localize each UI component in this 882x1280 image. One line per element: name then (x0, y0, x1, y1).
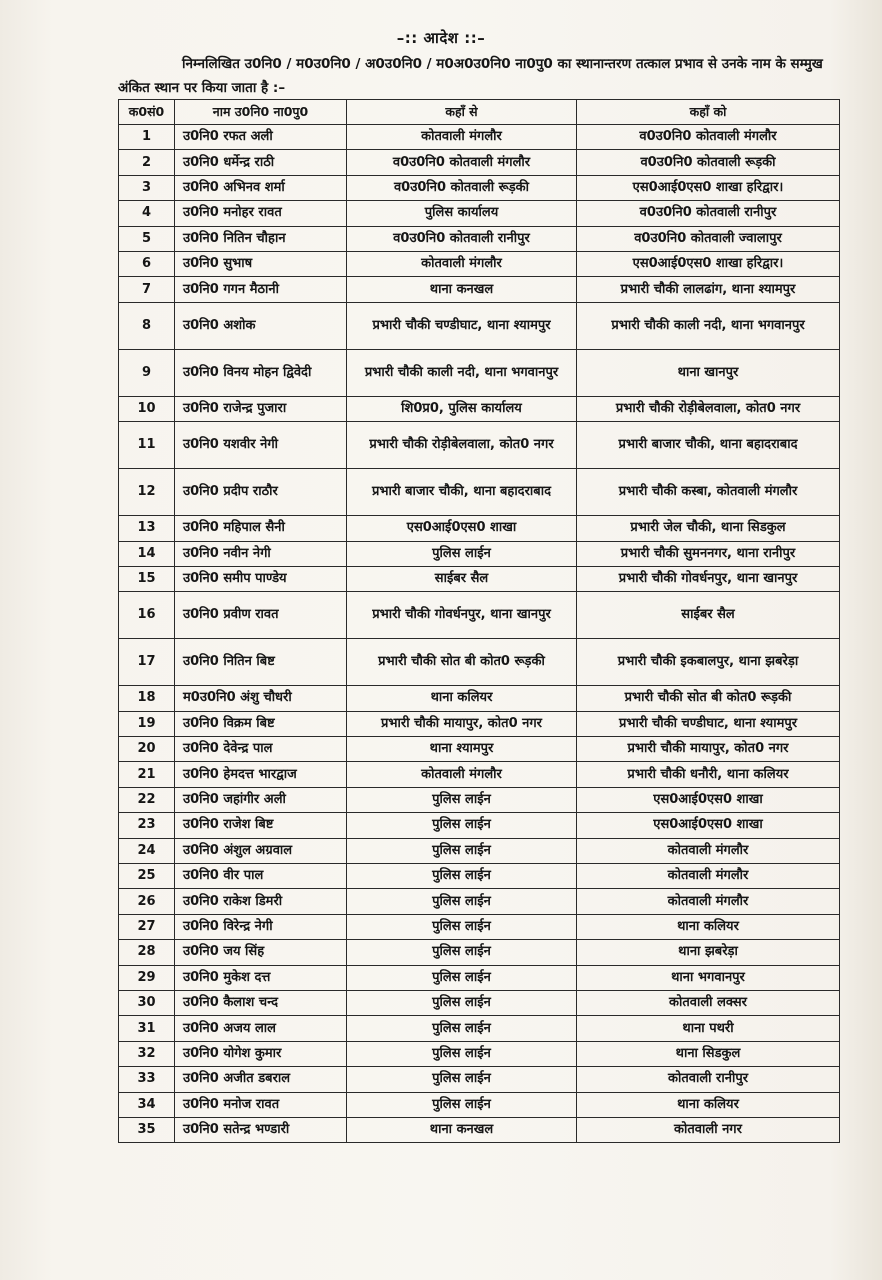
serial-cell: 33 (119, 1067, 175, 1092)
name-cell: उ0नि0 प्रदीप राठौर (175, 469, 347, 516)
serial-cell: 32 (119, 1041, 175, 1066)
to-cell: थाना कलियर (577, 914, 840, 939)
table-row (119, 990, 840, 1015)
name-cell: उ0नि0 योगेश कुमार (175, 1041, 347, 1066)
table-row (119, 251, 840, 276)
to-cell: व0उ0नि0 कोतवाली ज्वालापुर (577, 226, 840, 251)
to-cell: कोतवाली लक्सर (577, 990, 840, 1015)
table-row (119, 889, 840, 914)
name-cell: उ0नि0 मनोहर रावत (175, 201, 347, 226)
from-cell: पुलिस लाईन (347, 914, 577, 939)
serial-cell: 2 (119, 150, 175, 175)
table-row (119, 201, 840, 226)
serial-cell: 3 (119, 175, 175, 200)
from-cell: पुलिस लाईन (347, 889, 577, 914)
to-cell: थाना सिडकुल (577, 1041, 840, 1066)
to-cell: एस0आई0एस0 शाखा (577, 813, 840, 838)
serial-cell: 21 (119, 762, 175, 787)
serial-cell: 14 (119, 541, 175, 566)
name-cell: उ0नि0 वीर पाल (175, 864, 347, 889)
to-cell: व0उ0नि0 कोतवाली मंगलौर (577, 125, 840, 150)
to-cell: प्रभारी चौकी रोड़ीबेलवाला, कोत0 नगर (577, 396, 840, 421)
serial-cell: 17 (119, 639, 175, 686)
table-row (119, 813, 840, 838)
serial-cell: 13 (119, 516, 175, 541)
from-cell: पुलिस लाईन (347, 1041, 577, 1066)
table-row (119, 914, 840, 939)
from-cell: व0उ0नि0 कोतवाली रूड़की (347, 175, 577, 200)
from-cell: प्रभारी चौकी मायापुर, कोत0 नगर (347, 711, 577, 736)
from-cell: पुलिस लाईन (347, 541, 577, 566)
serial-cell: 7 (119, 277, 175, 302)
name-cell: उ0नि0 कैलाश चन्द (175, 990, 347, 1015)
table-row (119, 711, 840, 736)
serial-cell: 26 (119, 889, 175, 914)
to-cell: एस0आई0एस0 शाखा हरिद्वार। (577, 175, 840, 200)
name-cell: उ0नि0 अशोक (175, 302, 347, 349)
to-cell: साईबर सैल (577, 592, 840, 639)
table-row (119, 965, 840, 990)
to-cell: प्रभारी चौकी मायापुर, कोत0 नगर (577, 737, 840, 762)
name-cell: उ0नि0 अजय लाल (175, 1016, 347, 1041)
to-cell: कोतवाली मंगलौर (577, 838, 840, 863)
to-cell: प्रभारी चौकी चण्डीघाट, थाना श्यामपुर (577, 711, 840, 736)
name-cell: उ0नि0 विनय मोहन द्विवेदी (175, 349, 347, 396)
to-cell: प्रभारी चौकी सोत बी कोत0 रूड़की (577, 686, 840, 711)
name-cell: म0उ0नि0 अंशु चौधरी (175, 686, 347, 711)
serial-cell: 12 (119, 469, 175, 516)
to-cell: प्रभारी चौकी लालढांग, थाना श्यामपुर (577, 277, 840, 302)
table-header-row (119, 100, 840, 125)
table-row (119, 150, 840, 175)
table-row (119, 762, 840, 787)
serial-cell: 5 (119, 226, 175, 251)
table-row (119, 1041, 840, 1066)
name-cell: उ0नि0 राजेश बिष्ट (175, 813, 347, 838)
to-cell: थाना कलियर (577, 1092, 840, 1117)
name-cell: उ0नि0 धर्मेन्द्र राठी (175, 150, 347, 175)
table-row (119, 277, 840, 302)
table-row (119, 1067, 840, 1092)
from-cell: कोतवाली मंगलौर (347, 125, 577, 150)
from-cell: पुलिस कार्यालय (347, 201, 577, 226)
to-cell: व0उ0नि0 कोतवाली रूड़की (577, 150, 840, 175)
name-cell: उ0नि0 विक्रम बिष्ट (175, 711, 347, 736)
table-row (119, 1016, 840, 1041)
transfer-table (118, 99, 840, 1143)
name-cell: उ0नि0 मनोज रावत (175, 1092, 347, 1117)
intro-paragraph: निम्नलिखित उ0नि0 / म0उ0नि0 / अ0उ0नि0 / म0अ0उ0नि0 ना0पु0 का स्थानान्तरण तत्काल प्रभाव से उनके नाम के सम्मुख अंकित स्थान पर किया जाता है :– (118, 56, 823, 96)
serial-cell: 34 (119, 1092, 175, 1117)
serial-cell: 22 (119, 787, 175, 812)
to-cell: थाना झबरेड़ा (577, 940, 840, 965)
from-cell: पुलिस लाईन (347, 990, 577, 1015)
from-cell: प्रभारी चौकी गोवर्धनपुर, थाना खानपुर (347, 592, 577, 639)
from-cell: प्रभारी बाजार चौकी, थाना बहादराबाद (347, 469, 577, 516)
serial-cell: 16 (119, 592, 175, 639)
name-cell: उ0नि0 राकेश डिमरी (175, 889, 347, 914)
name-cell: उ0नि0 यशवीर नेगी (175, 422, 347, 469)
table-row (119, 592, 840, 639)
name-cell: उ0नि0 जय सिंह (175, 940, 347, 965)
from-cell: व0उ0नि0 कोतवाली रानीपुर (347, 226, 577, 251)
to-cell: कोतवाली रानीपुर (577, 1067, 840, 1092)
header-name: नाम उ0नि0 ना0पु0 (175, 100, 347, 125)
table-row (119, 566, 840, 591)
from-cell: पुलिस लाईन (347, 1092, 577, 1117)
serial-cell: 10 (119, 396, 175, 421)
from-cell: व0उ0नि0 कोतवाली मंगलौर (347, 150, 577, 175)
from-cell: प्रभारी चौकी काली नदी, थाना भगवानपुर (347, 349, 577, 396)
from-cell: पुलिस लाईन (347, 1016, 577, 1041)
name-cell: उ0नि0 नितिन चौहान (175, 226, 347, 251)
to-cell: एस0आई0एस0 शाखा (577, 787, 840, 812)
table-row (119, 1117, 840, 1142)
table-row (119, 349, 840, 396)
from-cell: पुलिस लाईन (347, 787, 577, 812)
name-cell: उ0नि0 अंशुल अग्रवाल (175, 838, 347, 863)
from-cell: थाना कलियर (347, 686, 577, 711)
from-cell: थाना श्यामपुर (347, 737, 577, 762)
table-row (119, 1092, 840, 1117)
name-cell: उ0नि0 राजेन्द्र पुजारा (175, 396, 347, 421)
to-cell: प्रभारी बाजार चौकी, थाना बहादराबाद (577, 422, 840, 469)
serial-cell: 25 (119, 864, 175, 889)
header-from: कहाँ से (347, 100, 577, 125)
from-cell: कोतवाली मंगलौर (347, 762, 577, 787)
from-cell: पुलिस लाईन (347, 813, 577, 838)
table-row (119, 686, 840, 711)
table-row (119, 737, 840, 762)
table-row (119, 175, 840, 200)
to-cell: थाना पथरी (577, 1016, 840, 1041)
to-cell: प्रभारी जेल चौकी, थाना सिडकुल (577, 516, 840, 541)
table-row (119, 469, 840, 516)
to-cell: थाना खानपुर (577, 349, 840, 396)
serial-cell: 4 (119, 201, 175, 226)
name-cell: उ0नि0 अजीत डबराल (175, 1067, 347, 1092)
serial-cell: 9 (119, 349, 175, 396)
from-cell: साईबर सैल (347, 566, 577, 591)
from-cell: प्रभारी चौकी चण्डीघाट, थाना श्यामपुर (347, 302, 577, 349)
serial-cell: 27 (119, 914, 175, 939)
name-cell: उ0नि0 सुभाष (175, 251, 347, 276)
to-cell: प्रभारी चौकी कस्बा, कोतवाली मंगलौर (577, 469, 840, 516)
serial-cell: 24 (119, 838, 175, 863)
order-title: –:: आदेश ::– (396, 29, 486, 47)
table-row (119, 125, 840, 150)
table-row (119, 396, 840, 421)
table-row (119, 864, 840, 889)
from-cell: पुलिस लाईन (347, 965, 577, 990)
serial-cell: 6 (119, 251, 175, 276)
name-cell: उ0नि0 देवेन्द्र पाल (175, 737, 347, 762)
serial-cell: 1 (119, 125, 175, 150)
name-cell: उ0नि0 मुकेश दत्त (175, 965, 347, 990)
to-cell: कोतवाली मंगलौर (577, 864, 840, 889)
table-row (119, 541, 840, 566)
name-cell: उ0नि0 अभिनव शर्मा (175, 175, 347, 200)
table-row (119, 422, 840, 469)
from-cell: कोतवाली मंगलौर (347, 251, 577, 276)
name-cell: उ0नि0 महिपाल सैनी (175, 516, 347, 541)
table-row (119, 787, 840, 812)
table-row (119, 838, 840, 863)
to-cell: व0उ0नि0 कोतवाली रानीपुर (577, 201, 840, 226)
to-cell: कोतवाली मंगलौर (577, 889, 840, 914)
serial-cell: 23 (119, 813, 175, 838)
serial-cell: 28 (119, 940, 175, 965)
from-cell: पुलिस लाईन (347, 940, 577, 965)
header-to: कहाँ को (577, 100, 840, 125)
serial-cell: 11 (119, 422, 175, 469)
from-cell: थाना कनखल (347, 277, 577, 302)
serial-cell: 20 (119, 737, 175, 762)
from-cell: पुलिस लाईन (347, 1067, 577, 1092)
to-cell: कोतवाली नगर (577, 1117, 840, 1142)
name-cell: उ0नि0 गगन मैठानी (175, 277, 347, 302)
to-cell: प्रभारी चौकी गोवर्धनपुर, थाना खानपुर (577, 566, 840, 591)
name-cell: उ0नि0 समीप पाण्डेय (175, 566, 347, 591)
to-cell: प्रभारी चौकी धनौरी, थाना कलियर (577, 762, 840, 787)
table-row (119, 940, 840, 965)
from-cell: प्रभारी चौकी सोत बी कोत0 रूड़की (347, 639, 577, 686)
serial-cell: 29 (119, 965, 175, 990)
from-cell: शि0प्र0, पुलिस कार्यालय (347, 396, 577, 421)
to-cell: एस0आई0एस0 शाखा हरिद्वार। (577, 251, 840, 276)
from-cell: पुलिस लाईन (347, 864, 577, 889)
name-cell: उ0नि0 विरेन्द्र नेगी (175, 914, 347, 939)
name-cell: उ0नि0 नितिन बिष्ट (175, 639, 347, 686)
table-row (119, 302, 840, 349)
serial-cell: 31 (119, 1016, 175, 1041)
name-cell: उ0नि0 रफत अली (175, 125, 347, 150)
name-cell: उ0नि0 प्रवीण रावत (175, 592, 347, 639)
to-cell: प्रभारी चौकी सुमननगर, थाना रानीपुर (577, 541, 840, 566)
name-cell: उ0नि0 जहांगीर अली (175, 787, 347, 812)
serial-cell: 8 (119, 302, 175, 349)
serial-cell: 15 (119, 566, 175, 591)
from-cell: प्रभारी चौकी रोड़ीबेलवाला, कोत0 नगर (347, 422, 577, 469)
to-cell: प्रभारी चौकी काली नदी, थाना भगवानपुर (577, 302, 840, 349)
to-cell: थाना भगवानपुर (577, 965, 840, 990)
name-cell: उ0नि0 नवीन नेगी (175, 541, 347, 566)
table-row (119, 226, 840, 251)
from-cell: थाना कनखल (347, 1117, 577, 1142)
serial-cell: 30 (119, 990, 175, 1015)
table-row (119, 639, 840, 686)
name-cell: उ0नि0 सतेन्द्र भण्डारी (175, 1117, 347, 1142)
from-cell: एस0आई0एस0 शाखा (347, 516, 577, 541)
serial-cell: 19 (119, 711, 175, 736)
header-serial: क0सं0 (119, 100, 175, 125)
from-cell: पुलिस लाईन (347, 838, 577, 863)
serial-cell: 18 (119, 686, 175, 711)
to-cell: प्रभारी चौकी इकबालपुर, थाना झबरेड़ा (577, 639, 840, 686)
serial-cell: 35 (119, 1117, 175, 1142)
name-cell: उ0नि0 हेमदत्त भारद्वाज (175, 762, 347, 787)
table-row (119, 516, 840, 541)
